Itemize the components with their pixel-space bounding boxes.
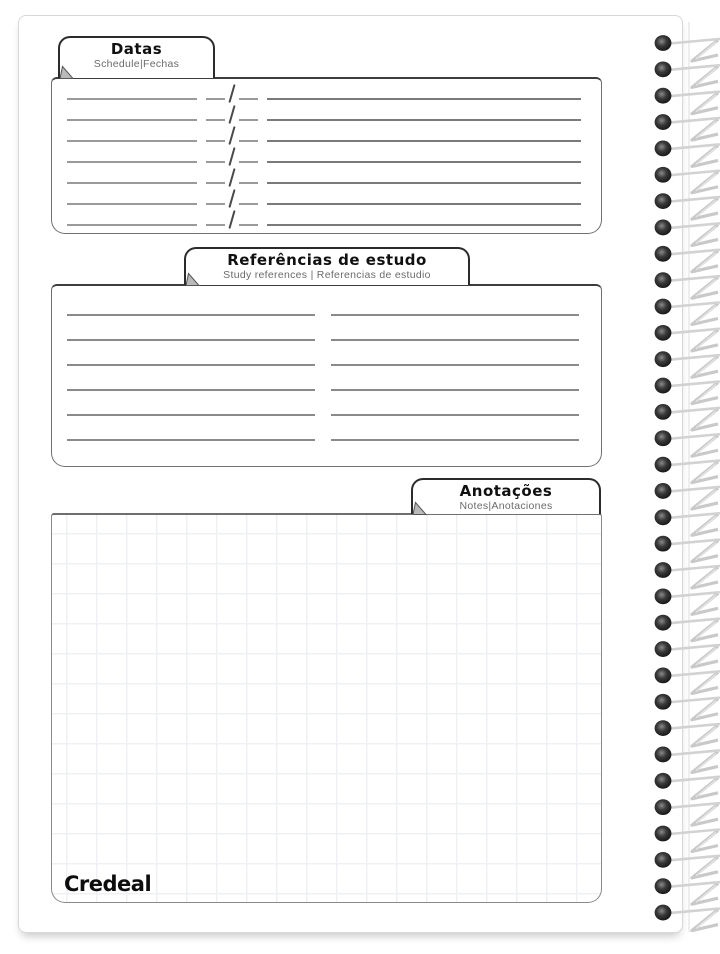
reference-writing-line — [67, 389, 315, 391]
tab-datas-subtitle: Schedule|Fechas — [93, 58, 180, 70]
spiral-ring-hole — [655, 905, 672, 921]
reference-writing-line — [67, 364, 315, 366]
date-separator-slash — [227, 125, 237, 145]
date-day-line — [206, 203, 225, 205]
date-day-line — [206, 98, 225, 100]
reference-writing-line — [67, 339, 315, 341]
spiral-ring-hole — [655, 588, 672, 604]
section-referencias-box — [51, 284, 602, 467]
date-month-line — [239, 182, 258, 184]
slash-mark — [228, 84, 235, 103]
date-day-line — [206, 140, 225, 142]
date-month-line — [239, 161, 258, 163]
reference-writing-line — [331, 439, 579, 441]
date-writing-line-right — [267, 203, 581, 205]
date-entry-row — [52, 205, 601, 226]
spiral-ring-hole — [655, 509, 672, 525]
date-writing-line-right — [267, 119, 581, 121]
date-entry-row — [52, 121, 601, 142]
spiral-ring-hole — [655, 536, 672, 552]
spiral-ring-hole — [655, 35, 672, 51]
spiral-ring-hole — [655, 325, 672, 341]
spiral-ring-hole — [655, 351, 672, 367]
spiral-ring-hole — [655, 483, 672, 499]
tab-fold-corner — [413, 501, 427, 515]
date-day-line — [206, 161, 225, 163]
brand-logo: Credeal — [64, 872, 152, 896]
reference-writing-line — [331, 364, 579, 366]
tab-datas — [58, 36, 215, 78]
spiral-ring-hole — [655, 668, 672, 684]
date-month-line — [239, 119, 258, 121]
reference-writing-line — [331, 339, 579, 341]
spiral-ring-hole — [655, 773, 672, 789]
date-writing-line-left — [67, 224, 197, 226]
spiral-ring-hole — [655, 272, 672, 288]
tab-fold-corner — [186, 272, 200, 286]
spiral-ring-hole — [655, 88, 672, 104]
spiral-ring-hole — [655, 61, 672, 77]
date-day-line — [206, 182, 225, 184]
slash-mark — [228, 210, 235, 229]
date-entry-row — [52, 100, 601, 121]
reference-writing-line — [331, 314, 579, 316]
date-writing-line-left — [67, 161, 197, 163]
tab-referencias-subtitle: Study references | Referencias de estudio — [223, 269, 431, 281]
spiral-ring-hole — [655, 430, 672, 446]
reference-line-row — [52, 416, 601, 441]
slash-mark — [228, 189, 235, 208]
reference-writing-line — [67, 439, 315, 441]
spiral-ring-hole — [655, 799, 672, 815]
spiral-ring-hole — [655, 826, 672, 842]
spiral-ring-hole — [655, 378, 672, 394]
spiral-ring-hole — [655, 641, 672, 657]
spiral-ring-hole — [655, 615, 672, 631]
reference-line-row — [52, 316, 601, 341]
reference-rows-area — [52, 286, 601, 441]
spiral-ring-hole — [655, 747, 672, 763]
spiral-ring-hole — [655, 193, 672, 209]
reference-line-row — [52, 366, 601, 391]
date-separator-slash — [227, 146, 237, 166]
date-entry-row — [52, 79, 601, 100]
reference-line-row — [52, 391, 601, 416]
tab-referencias — [184, 247, 470, 285]
spiral-ring-hole — [655, 299, 672, 315]
date-writing-line-left — [67, 140, 197, 142]
tab-referencias-title: Referências de estudo — [227, 251, 427, 269]
spiral-ring-hole — [655, 694, 672, 710]
date-separator-slash — [227, 209, 237, 229]
date-entry-row — [52, 142, 601, 163]
spiral-ring-hole — [655, 562, 672, 578]
date-separator-slash — [227, 83, 237, 103]
date-separator-slash — [227, 188, 237, 208]
date-writing-line-left — [67, 98, 197, 100]
spiral-ring-hole — [655, 852, 672, 868]
date-separator-slash — [227, 167, 237, 187]
date-writing-line-right — [267, 224, 581, 226]
spiral-ring-hole — [655, 404, 672, 420]
slash-mark — [228, 105, 235, 124]
spiral-ring-hole — [655, 457, 672, 473]
tab-anotacoes — [411, 478, 601, 514]
spiral-binding — [640, 0, 720, 954]
spiral-ring-hole — [655, 167, 672, 183]
spiral-ring-hole — [655, 220, 672, 236]
date-writing-line-right — [267, 182, 581, 184]
slash-mark — [228, 126, 235, 145]
date-entry-row — [52, 163, 601, 184]
tab-anotacoes-title: Anotações — [459, 482, 553, 500]
tab-anotacoes-subtitle: Notes|Anotaciones — [459, 500, 553, 512]
slash-mark — [228, 168, 235, 187]
tab-datas-title: Datas — [110, 40, 163, 58]
spiral-ring-hole — [655, 720, 672, 736]
notebook-page — [18, 15, 683, 933]
date-day-line — [206, 119, 225, 121]
date-writing-line-left — [67, 119, 197, 121]
date-writing-line-right — [267, 98, 581, 100]
spiral-ring-hole — [655, 114, 672, 130]
slash-mark — [228, 147, 235, 166]
date-rows-area — [52, 79, 601, 226]
reference-line-row — [52, 341, 601, 366]
section-anotacoes-box — [51, 513, 602, 903]
reference-line-row — [52, 291, 601, 316]
spiral-ring-hole — [655, 878, 672, 894]
reference-writing-line — [67, 414, 315, 416]
tab-fold-corner — [60, 65, 74, 79]
date-month-line — [239, 98, 258, 100]
section-datas-box — [51, 77, 602, 234]
date-month-line — [239, 140, 258, 142]
spiral-ring-hole — [655, 141, 672, 157]
date-entry-row — [52, 184, 601, 205]
date-writing-line-left — [67, 182, 197, 184]
date-separator-slash — [227, 104, 237, 124]
date-writing-line-right — [267, 140, 581, 142]
reference-writing-line — [331, 389, 579, 391]
date-month-line — [239, 224, 258, 226]
date-day-line — [206, 224, 225, 226]
spiral-ring-hole — [655, 246, 672, 262]
reference-writing-line — [67, 314, 315, 316]
date-writing-line-right — [267, 161, 581, 163]
reference-writing-line — [331, 414, 579, 416]
date-writing-line-left — [67, 203, 197, 205]
date-month-line — [239, 203, 258, 205]
